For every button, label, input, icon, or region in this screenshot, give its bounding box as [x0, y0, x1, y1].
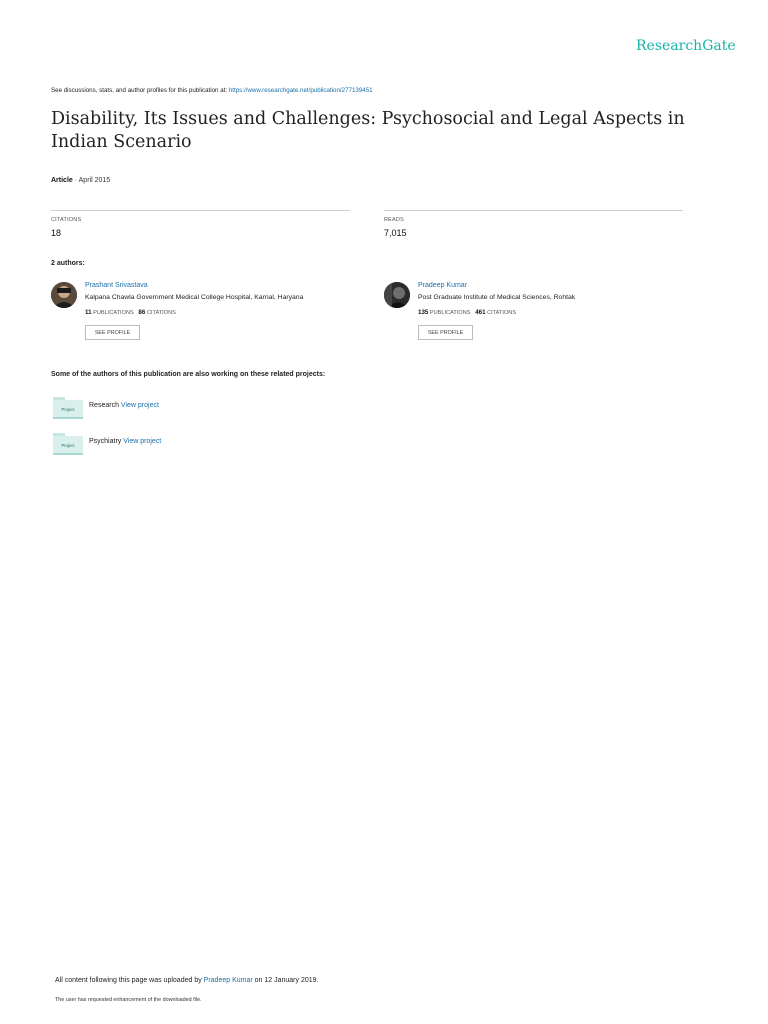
person-photo-icon	[384, 282, 410, 308]
project-item	[51, 397, 351, 421]
reads-divider	[384, 210, 683, 211]
article-date: · April 2015	[72, 177, 111, 184]
article-type: Article	[51, 177, 73, 184]
avatar[interactable]	[51, 282, 77, 308]
publication-title: Disability, Its Issues and Challenges: Psychosocial and Legal Aspects in Indian Scenario	[51, 109, 685, 152]
publications-label: PUBLICATIONS	[93, 310, 134, 316]
project-text	[89, 438, 161, 445]
see-profile-button[interactable]: SEE PROFILE	[85, 325, 140, 340]
enhancement-notice: The user has requested enhancement of the downloaded file.	[55, 997, 202, 1003]
citations-value: 18	[51, 228, 62, 238]
project-folder-icon	[53, 433, 83, 455]
project-text	[89, 402, 159, 409]
author-name-link[interactable]: Prashant Srivastava	[85, 282, 148, 289]
authors-count: 2 authors:	[51, 260, 85, 267]
author-institution: Post Graduate Institute of Medical Sciences, Rohtak	[418, 294, 576, 301]
project-item	[51, 433, 351, 457]
publication-url-link[interactable]: https://www.researchgate.net/publication/277139451	[228, 87, 373, 94]
citations-label: CITATIONS	[51, 217, 82, 223]
reads-value: 7,015	[384, 228, 407, 238]
citations-count: 86	[138, 309, 146, 316]
see-profile-button[interactable]: SEE PROFILE	[418, 325, 473, 340]
person-photo-icon	[51, 282, 77, 308]
uploader-link[interactable]: Pradeep Kumar	[203, 977, 253, 984]
project-name: Research	[89, 402, 119, 409]
author-stats	[418, 309, 516, 316]
article-meta	[51, 177, 110, 184]
citations-count: 461	[475, 309, 486, 316]
upload-prefix: All content following this page was uploaded by	[55, 977, 204, 984]
upload-suffix: on 12 January 2019.	[252, 977, 319, 984]
discussions-line	[51, 87, 373, 94]
project-icon-label: Project	[61, 443, 75, 448]
citations-divider	[51, 210, 350, 211]
avatar[interactable]	[384, 282, 410, 308]
author-stats	[85, 309, 176, 316]
reads-label: READS	[384, 217, 404, 223]
projects-heading: Some of the authors of this publication are also working on these related projects:	[51, 371, 326, 378]
project-icon-label: Project	[61, 407, 75, 412]
citations-label: CITATIONS	[487, 310, 517, 316]
author-name-link[interactable]: Pradeep Kumar	[418, 282, 468, 289]
view-project-link[interactable]: View project	[123, 438, 162, 445]
discussions-text: See discussions, stats, and author profiles for this publication at:	[51, 87, 229, 94]
upload-notice	[55, 977, 318, 984]
view-project-link[interactable]: View project	[120, 402, 159, 409]
publications-count: 11	[85, 309, 92, 316]
publications-count: 135	[418, 309, 429, 316]
citations-label: CITATIONS	[146, 310, 176, 316]
project-folder-icon	[53, 397, 83, 419]
publications-label: PUBLICATIONS	[429, 310, 471, 316]
author-card	[51, 282, 351, 342]
project-name: Psychiatry	[89, 438, 122, 445]
author-card	[384, 282, 684, 342]
researchgate-logo[interactable]: ResearchGate	[636, 38, 736, 54]
author-institution: Kalpana Chawla Government Medical College Hospital, Karnal, Haryana	[85, 294, 304, 301]
